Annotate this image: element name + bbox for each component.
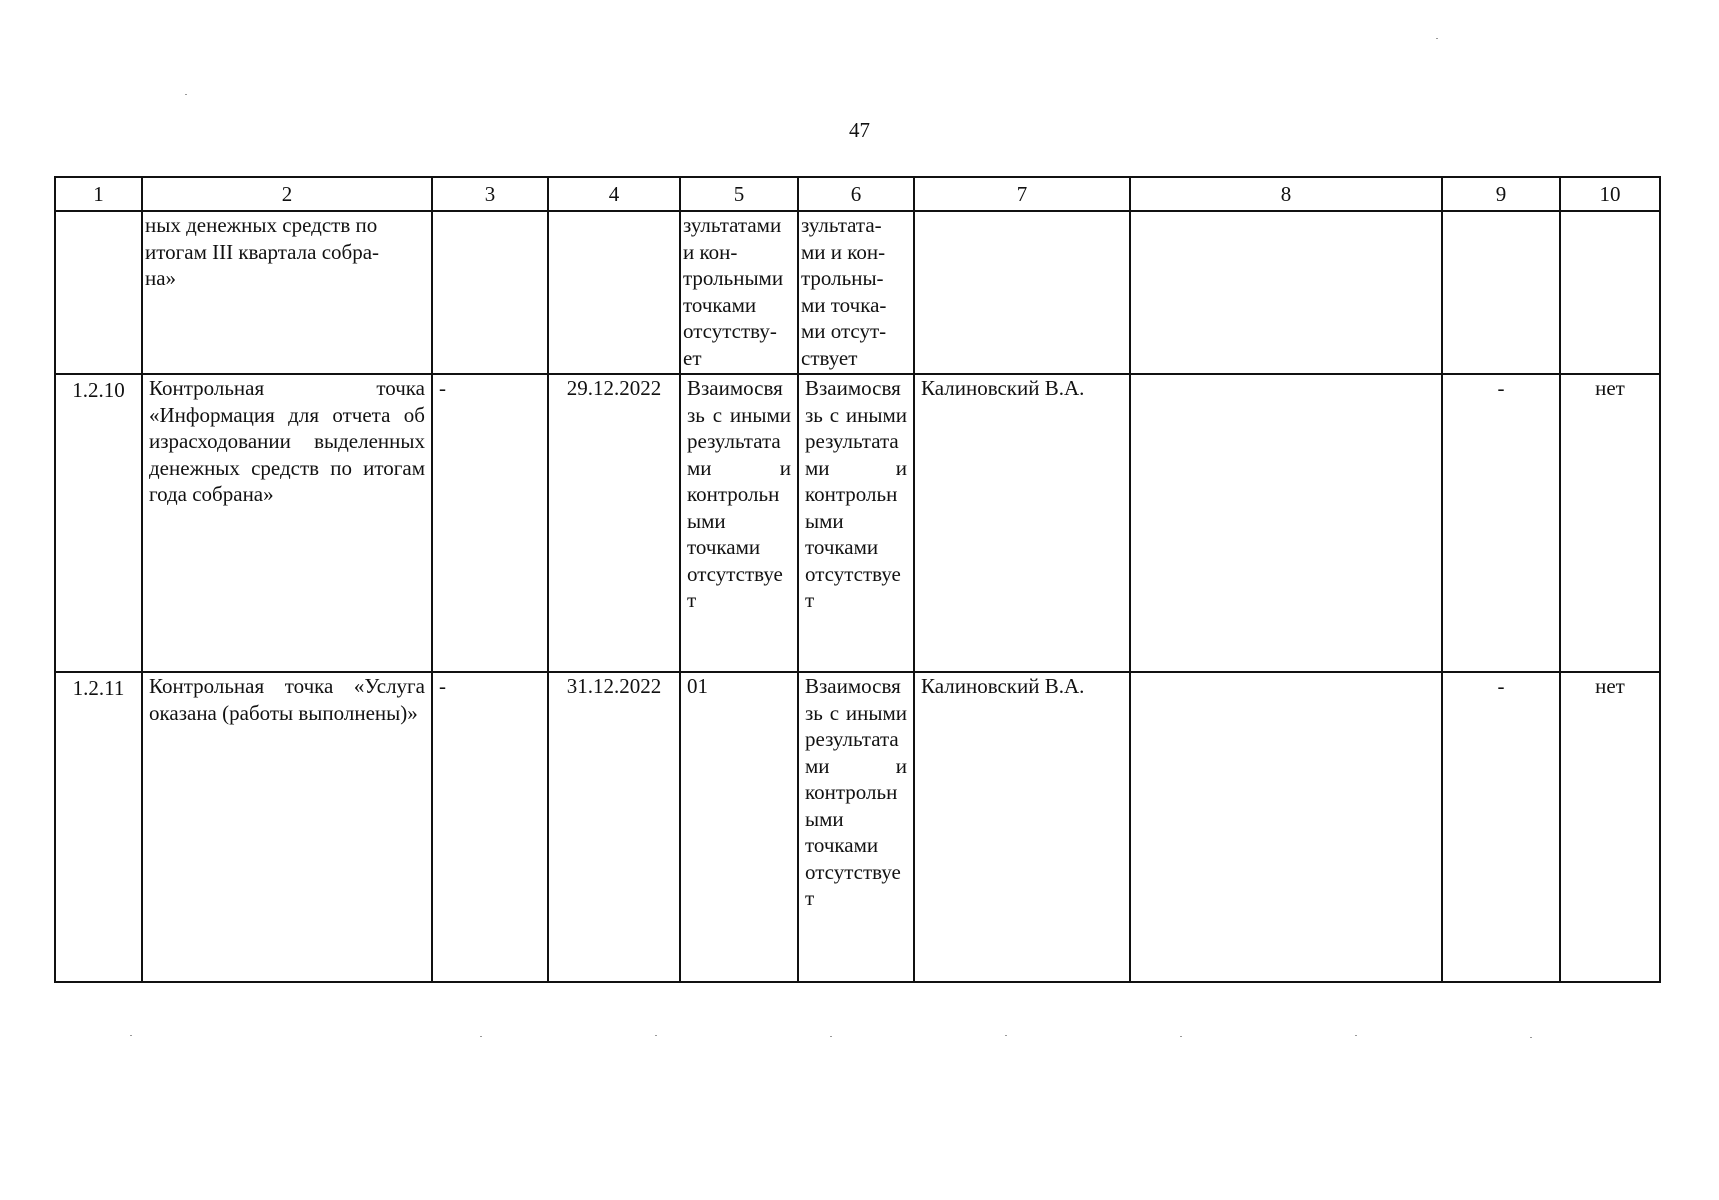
text-line: зультата- — [801, 213, 882, 237]
column-number: 3 — [432, 177, 548, 211]
cell-col3 — [432, 211, 548, 374]
scan-speck — [1180, 1036, 1182, 1037]
cell-col8 — [1130, 672, 1442, 982]
column-number: 5 — [680, 177, 798, 211]
cell-col9: - — [1442, 374, 1560, 672]
column-number: 7 — [914, 177, 1130, 211]
cell-col5 — [680, 211, 798, 374]
text-line: ет — [683, 345, 702, 370]
scan-speck — [185, 94, 187, 95]
cell-responsible: Калиновский В.А. — [914, 374, 1130, 672]
column-number: 8 — [1130, 177, 1442, 211]
cell-col10: нет — [1560, 374, 1660, 672]
text-line: зультатами — [683, 213, 782, 237]
cell-col5: Взаимосвязь с иными результатами и контрольными точками отсутствует — [680, 374, 798, 672]
cell-date: 29.12.2022 — [548, 374, 680, 672]
scan-speck — [1436, 38, 1438, 39]
cell-col6: Взаимосвязь с иными результатами и контрольными точками отсутствует — [798, 374, 914, 672]
text-line: ствует — [801, 345, 858, 370]
text-line: точками — [683, 292, 757, 317]
cell-number: 1.2.11 — [55, 672, 142, 982]
control-points-table — [54, 176, 1661, 983]
cell-name — [142, 211, 432, 374]
cell-col10: нет — [1560, 672, 1660, 982]
cell-name: Контрольная точка «Информация для отчета об израсходовании выделенных денежных средств по итогам года собрана» — [142, 374, 432, 672]
cell-col9: - — [1442, 672, 1560, 982]
cell-name: Контрольная точка «Услуга оказана (работы выполнены)» — [142, 672, 432, 982]
scan-speck — [480, 1036, 482, 1037]
cell-col10 — [1560, 211, 1660, 374]
cell-number: 1.2.10 — [55, 374, 142, 672]
cell-responsible: Калиновский В.А. — [914, 672, 1130, 982]
cell-date: 31.12.2022 — [548, 672, 680, 982]
column-number-row — [55, 177, 1660, 211]
cell-col8 — [1130, 211, 1442, 374]
scan-speck — [655, 1035, 657, 1036]
cell-date — [548, 211, 680, 374]
cell-col5: 01 — [680, 672, 798, 982]
column-number: 10 — [1560, 177, 1660, 211]
text-line: ных денежных средств по — [145, 213, 378, 237]
column-number: 2 — [142, 177, 432, 211]
scan-speck — [830, 1036, 832, 1037]
text-line: ми отсут- — [801, 319, 887, 343]
cell-col3: - — [432, 374, 548, 672]
column-number: 6 — [798, 177, 914, 211]
text-line: на» — [145, 266, 177, 290]
column-number: 4 — [548, 177, 680, 211]
scan-speck — [1530, 1037, 1532, 1038]
text-line: трольными — [683, 266, 784, 290]
scan-speck — [1005, 1035, 1007, 1036]
text-line: итогам III квартала собра- — [145, 239, 380, 264]
cell-col6 — [798, 211, 914, 374]
text-line: ми и кон- — [801, 239, 886, 264]
cell-col3: - — [432, 672, 548, 982]
scan-speck — [1355, 1035, 1357, 1036]
table-row-1-2-10 — [55, 374, 1660, 672]
text-line: трольны- — [801, 266, 884, 290]
cell-col6: Взаимосвязь с иными результатами и контрольными точками отсутствует — [798, 672, 914, 982]
table-row-continuation — [55, 211, 1660, 374]
column-number: 9 — [1442, 177, 1560, 211]
text-line: ми точка- — [801, 292, 887, 317]
cell-number — [55, 211, 142, 374]
column-number: 1 — [55, 177, 142, 211]
scan-speck — [130, 1035, 132, 1036]
text-line: отсутству- — [683, 319, 777, 343]
page-number: 47 — [849, 118, 870, 142]
cell-responsible — [914, 211, 1130, 374]
cell-col9 — [1442, 211, 1560, 374]
cell-col8 — [1130, 374, 1442, 672]
text-line: и кон- — [683, 239, 738, 264]
table-row-1-2-11 — [55, 672, 1660, 982]
